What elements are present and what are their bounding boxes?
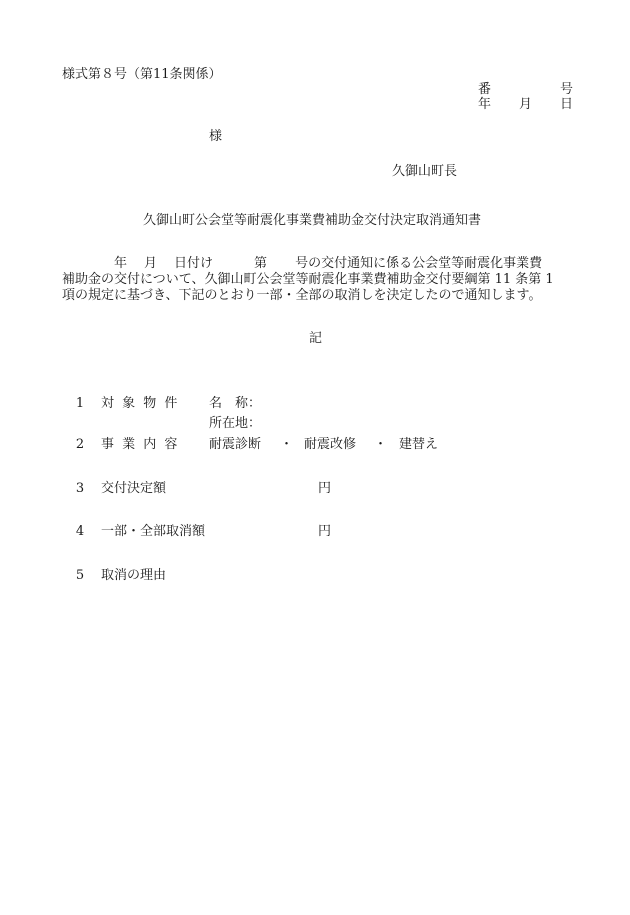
item-number: 2 (75, 437, 85, 452)
body-date-label: 日付け (174, 256, 214, 271)
body-line-2: 補助金の交付について、久御山町公会堂等耐震化事業費補助金交付要綱第 11 条第 1 (62, 272, 554, 287)
yen-unit: 円 (318, 481, 332, 496)
form-number-label: 様式第８号（第11条関係） (62, 67, 222, 82)
body-month-label: 月 (144, 256, 158, 271)
item-label-cancel-reason: 取消の理由 (101, 568, 167, 583)
document-number-ban: 番 (478, 82, 492, 97)
body-dai-label: 第 (254, 256, 268, 271)
item-label-project-content: 事 業 内 容 (101, 437, 180, 452)
option-rebuild: 建替え (399, 437, 439, 452)
body-line-3: 項の規定に基づき、下記のとおり一部・全部の取消しを決定したので通知します。 (62, 288, 542, 303)
item-number: 1 (75, 396, 85, 411)
item-label-target-property: 対 象 物 件 (101, 396, 180, 411)
property-name-label: 名 称： (209, 396, 262, 411)
date-day-label: 日 (560, 97, 574, 112)
item-label-grant-amount: 交付決定額 (101, 481, 167, 496)
document-number-go: 号 (560, 82, 574, 97)
option-seismic-retrofit: 耐震改修 (304, 437, 357, 452)
yen-unit: 円 (318, 524, 332, 539)
body-line-1 (62, 256, 562, 272)
item-number: 3 (75, 481, 85, 496)
body-year-label: 年 (114, 256, 128, 271)
ki-heading: 記 (309, 331, 323, 346)
date-month-label: 月 (519, 97, 533, 112)
option-seismic-diagnosis: 耐震診断 (209, 437, 262, 452)
date-year-label: 年 (478, 97, 492, 112)
addressee-honorific: 様 (209, 129, 223, 144)
property-location-label: 所在地： (209, 416, 262, 431)
item-number: 5 (75, 568, 85, 583)
document-title: 久御山町公会堂等耐震化事業費補助金交付決定取消通知書 (143, 213, 482, 228)
item-label-cancel-amount: 一部・全部取消額 (101, 524, 206, 539)
option-separator: ・ (280, 437, 294, 452)
item-number: 4 (75, 524, 85, 539)
option-separator: ・ (374, 437, 388, 452)
issuer-name: 久御山町長 (392, 164, 458, 179)
body-line-1-rest: 号の交付通知に係る公会堂等耐震化事業費 (295, 256, 543, 271)
body-paragraph (62, 256, 562, 304)
